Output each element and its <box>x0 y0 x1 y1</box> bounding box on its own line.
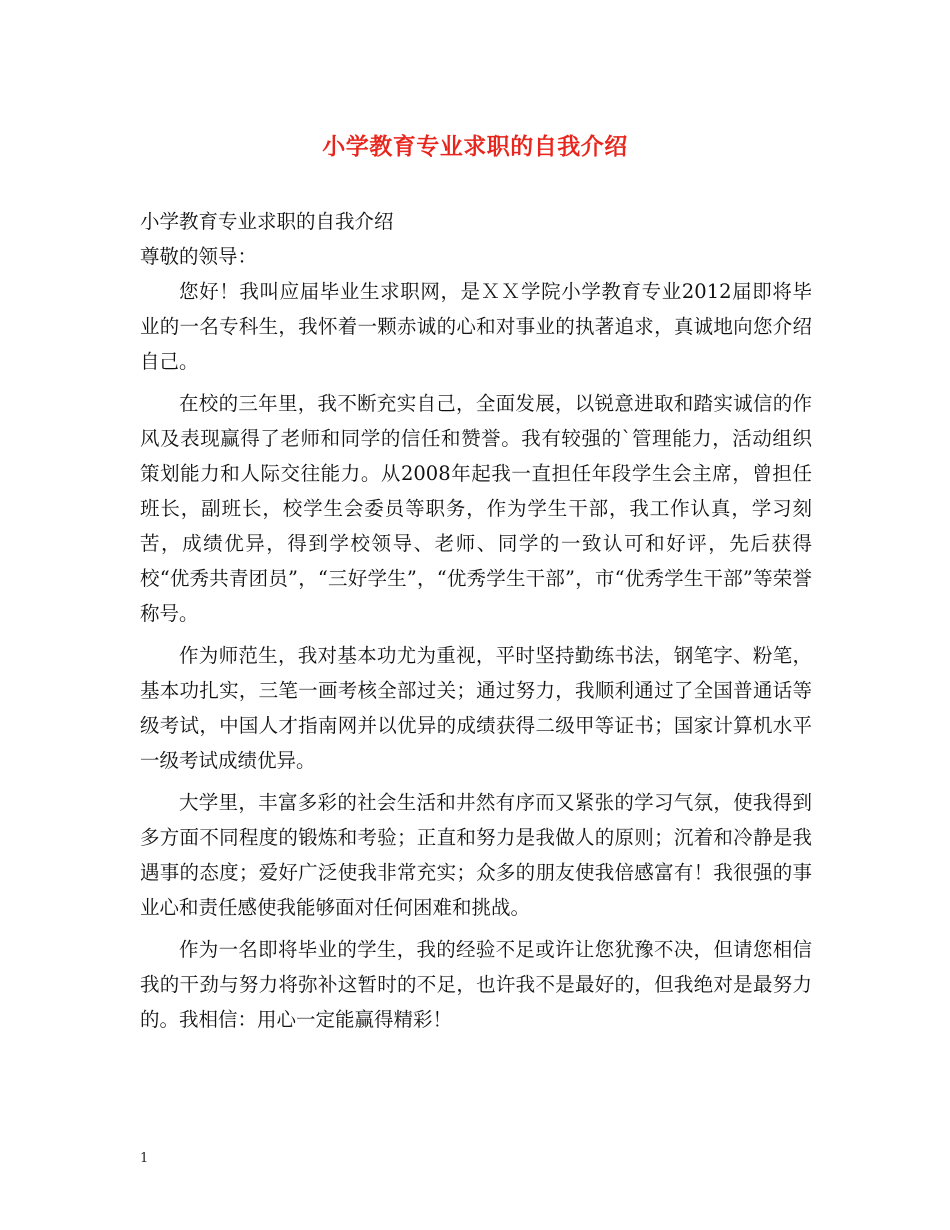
paragraph-2: 在校的三年里，我不断充实自己，全面发展，以锐意进取和踏实诚信的作风及表现赢得了老师和同学的信任和赞誉。我有较强的`管理能力，活动组织策划能力和人际交往能力。从2008年起我一直担任年段学生会主席，曾担任班长，副班长，校学生会委员等职务，作为学生干部，我工作认真，学习刻苦，成绩优异，得到学校领导、老师、同学的一致认可和好评，先后获得校“优秀共青团员”，“三好学生”，“优秀学生干部”，市“优秀学生干部”等荣誉称号。 <box>140 392 812 625</box>
salutation: 尊敬的领导： <box>140 245 258 268</box>
paragraph-3: 作为师范生，我对基本功尤为重视，平时坚持勤练书法，钢笔字、粉笔，基本功扎实，三笔一画考核全部过关；通过努力，我顺利通过了全国普通话等级考试，中国人才指南网并以优异的成绩获得二级甲等证书；国家计算机水平一级考试成绩优异。 <box>140 644 812 772</box>
paragraph-1: 您好！我叫应届毕业生求职网，是ＸＸ学院小学教育专业2012届即将毕业的一名专科生，我怀着一颗赤诚的心和对事业的执著追求，真诚地向您介绍自己。 <box>140 280 812 373</box>
document-body <box>140 204 812 1044</box>
paragraph-4: 大学里，丰富多彩的社会生活和井然有序而又紧张的学习气氛，使我得到多方面不同程度的锻炼和考验；正直和努力是我做人的原则；沉着和冷静是我遇事的态度；爱好广泛使我非常充实；众多的朋友使我倍感富有！我很强的事业心和责任感使我能够面对任何困难和挑战。 <box>140 791 812 919</box>
paragraph-5: 作为一名即将毕业的学生，我的经验不足或许让您犹豫不决，但请您相信我的干劲与努力将弥补这暂时的不足，也许我不是最好的，但我绝对是最努力的。我相信：用心一定能赢得精彩！ <box>140 938 812 1031</box>
heading-line: 小学教育专业求职的自我介绍 <box>140 210 394 233</box>
document-title: 小学教育专业求职的自我介绍 <box>322 133 628 160</box>
page-number: 1 <box>140 1151 149 1166</box>
